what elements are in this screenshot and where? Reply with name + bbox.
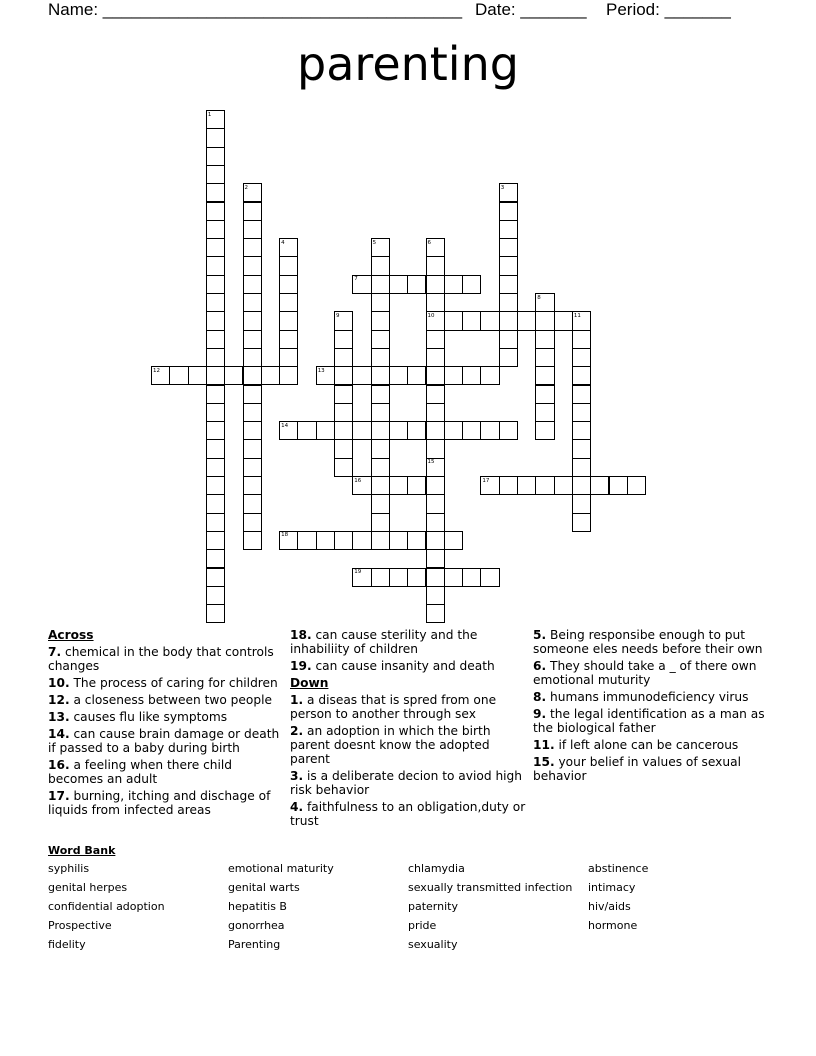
student-info-header: [48, 0, 768, 22]
grid-cell[interactable]: [206, 110, 225, 129]
grid-cell[interactable]: [316, 366, 335, 385]
grid-cell[interactable]: [371, 293, 390, 312]
clue-number-11: 11: [573, 312, 581, 319]
grid-cell[interactable]: [206, 421, 225, 440]
grid-cell[interactable]: [426, 330, 445, 349]
across-heading: Across: [48, 628, 94, 642]
grid-cell[interactable]: [206, 275, 225, 294]
grid-cell[interactable]: [462, 366, 481, 385]
grid-cell[interactable]: [206, 293, 225, 312]
grid-cell[interactable]: [279, 256, 298, 275]
grid-cell[interactable]: [243, 421, 262, 440]
clue-number-15: 15: [427, 459, 435, 466]
grid-cell[interactable]: [499, 202, 518, 221]
grid-cell[interactable]: [243, 385, 262, 404]
down-heading: Down: [290, 676, 329, 690]
grid-cell[interactable]: [499, 220, 518, 239]
grid-cell[interactable]: [499, 275, 518, 294]
grid-cell[interactable]: [279, 311, 298, 330]
grid-cell[interactable]: [517, 311, 536, 330]
grid-cell[interactable]: [206, 403, 225, 422]
clue-down-1: 1. a diseas that is spred from one person to another through sex: [290, 693, 497, 721]
word-bank-item: intimacy: [588, 881, 636, 894]
word-bank-item: emotional maturity: [228, 862, 334, 875]
clue-down-8: 8. humans immunodeficiency virus: [533, 690, 749, 704]
grid-cell[interactable]: [535, 293, 554, 312]
grid-cell[interactable]: [243, 403, 262, 422]
grid-cell[interactable]: [426, 586, 445, 605]
grid-cell[interactable]: [572, 421, 591, 440]
grid-cell[interactable]: [426, 311, 445, 330]
grid-cell[interactable]: [334, 531, 353, 550]
clue-down-15: 15. your belief in values of sexual behavior: [533, 755, 741, 783]
word-bank-item: Prospective: [48, 919, 112, 932]
grid-cell[interactable]: [572, 458, 591, 477]
grid-cell[interactable]: [243, 238, 262, 257]
grid-cell[interactable]: [206, 202, 225, 221]
grid-cell[interactable]: [188, 366, 207, 385]
grid-cell[interactable]: [371, 330, 390, 349]
grid-cell[interactable]: [334, 458, 353, 477]
grid-cell[interactable]: [462, 421, 481, 440]
grid-cell[interactable]: [407, 275, 426, 294]
word-bank-item: abstinence: [588, 862, 649, 875]
clue-number-9: 9: [336, 312, 340, 319]
grid-cell[interactable]: [352, 476, 371, 495]
grid-cell[interactable]: [389, 476, 408, 495]
grid-cell[interactable]: [206, 256, 225, 275]
clue-down-9: 9. the legal identification as a man as the biological father: [533, 707, 765, 735]
clue-across-10: 10. The process of caring for children: [48, 676, 278, 690]
grid-cell[interactable]: [535, 421, 554, 440]
grid-cell[interactable]: [279, 366, 298, 385]
clue-number-10: 10: [427, 312, 435, 319]
clue-down-11: 11. if left alone can be cancerous: [533, 738, 739, 752]
grid-cell[interactable]: [243, 531, 262, 550]
grid-cell[interactable]: [206, 220, 225, 239]
grid-cell[interactable]: [462, 568, 481, 587]
grid-cell[interactable]: [389, 366, 408, 385]
grid-cell[interactable]: [480, 476, 499, 495]
clue-number-3: 3: [500, 184, 505, 191]
grid-cell[interactable]: [206, 531, 225, 550]
grid-cell[interactable]: [407, 568, 426, 587]
grid-cell[interactable]: [206, 348, 225, 367]
grid-cell[interactable]: [572, 494, 591, 513]
period-field[interactable]: Period: _______: [606, 0, 731, 19]
grid-cell[interactable]: [334, 330, 353, 349]
clue-number-14: 14: [281, 422, 289, 429]
grid-cell[interactable]: [334, 385, 353, 404]
grid-cell[interactable]: [316, 531, 335, 550]
grid-cell[interactable]: [426, 476, 445, 495]
grid-cell[interactable]: [206, 549, 225, 568]
grid-cell[interactable]: [572, 311, 591, 330]
grid-cell[interactable]: [243, 366, 262, 385]
grid-cell[interactable]: [389, 531, 408, 550]
grid-cell[interactable]: [371, 311, 390, 330]
word-bank-item: confidential adoption: [48, 900, 165, 913]
grid-cell[interactable]: [279, 348, 298, 367]
grid-cell[interactable]: [371, 366, 390, 385]
word-bank-item: paternity: [408, 900, 458, 913]
grid-cell[interactable]: [499, 238, 518, 257]
grid-cell[interactable]: [499, 330, 518, 349]
word-bank-item: syphilis: [48, 862, 90, 875]
word-bank-item: genital herpes: [48, 881, 128, 894]
grid-cell[interactable]: [206, 366, 225, 385]
grid-cell[interactable]: [426, 366, 445, 385]
grid-cell[interactable]: [261, 366, 280, 385]
clue-number-5: 5: [372, 239, 377, 246]
grid-cell[interactable]: [243, 458, 262, 477]
grid-cell[interactable]: [499, 476, 518, 495]
word-bank-item: Parenting: [228, 938, 281, 951]
grid-cell[interactable]: [480, 421, 499, 440]
word-bank-item: genital warts: [228, 881, 300, 894]
grid-cell[interactable]: [279, 531, 298, 550]
grid-cell[interactable]: [426, 549, 445, 568]
grid-cell[interactable]: [371, 513, 390, 532]
grid-cell[interactable]: [279, 293, 298, 312]
grid-cell[interactable]: [627, 476, 646, 495]
grid-cell[interactable]: [352, 531, 371, 550]
name-field[interactable]: Name: ______________________________________: [48, 0, 463, 19]
clue-down-4: 4. faithfulness to an obligation,duty or trust: [290, 800, 526, 828]
grid-cell[interactable]: [334, 403, 353, 422]
grid-cell[interactable]: [243, 439, 262, 458]
grid-cell[interactable]: [389, 421, 408, 440]
grid-cell[interactable]: [572, 403, 591, 422]
clue-number-4: 4: [281, 239, 285, 246]
grid-cell[interactable]: [371, 275, 390, 294]
grid-cell[interactable]: [243, 494, 262, 513]
grid-cell[interactable]: [334, 439, 353, 458]
grid-cell[interactable]: [426, 275, 445, 294]
clue-down-2: 2. an adoption in which the birth parent doesnt know the adopted parent: [290, 724, 491, 766]
grid-cell[interactable]: [243, 202, 262, 221]
grid-cell[interactable]: [206, 165, 225, 184]
grid-cell[interactable]: [572, 366, 591, 385]
grid-cell[interactable]: [206, 128, 225, 147]
clue-down-3: 3. is a deliberate decion to aviod high risk behavior: [290, 769, 523, 797]
clue-number-17: 17: [482, 477, 490, 484]
grid-cell[interactable]: [371, 421, 390, 440]
grid-cell[interactable]: [243, 476, 262, 495]
grid-cell[interactable]: [279, 238, 298, 257]
puzzle-title: parenting: [297, 37, 519, 91]
grid-cell[interactable]: [572, 348, 591, 367]
grid-cell[interactable]: [426, 531, 445, 550]
clue-number-2: 2: [244, 184, 248, 191]
grid-cell[interactable]: [499, 348, 518, 367]
grid-cell[interactable]: [499, 183, 518, 202]
grid-cell[interactable]: [426, 494, 445, 513]
word-bank-item: sexuality: [408, 938, 458, 951]
grid-cell[interactable]: [206, 183, 225, 202]
clue-number-19: 19: [354, 569, 362, 575]
grid-cell[interactable]: [352, 366, 371, 385]
clue-number-6: 6: [427, 239, 431, 246]
grid-cell[interactable]: [407, 476, 426, 495]
grid-cell[interactable]: [243, 513, 262, 532]
grid-cell[interactable]: [297, 421, 316, 440]
grid-cell[interactable]: [535, 476, 554, 495]
grid-cell[interactable]: [206, 494, 225, 513]
clue-across-13: 13. causes flu like symptoms: [48, 710, 228, 724]
grid-cell[interactable]: [243, 220, 262, 239]
grid-cell[interactable]: [444, 568, 463, 587]
grid-cell[interactable]: [426, 568, 445, 587]
grid-cell[interactable]: [206, 604, 225, 623]
grid-cell[interactable]: [407, 421, 426, 440]
grid-cell[interactable]: [243, 275, 262, 294]
grid-cell[interactable]: [499, 421, 518, 440]
grid-cell[interactable]: [169, 366, 188, 385]
grid-cell[interactable]: [535, 403, 554, 422]
grid-cell[interactable]: [371, 439, 390, 458]
word-bank-item: fidelity: [48, 938, 86, 951]
grid-cell[interactable]: [426, 604, 445, 623]
grid-cell[interactable]: [371, 403, 390, 422]
word-bank-item: pride: [408, 919, 437, 932]
grid-cell[interactable]: [426, 421, 445, 440]
grid-cell[interactable]: [499, 293, 518, 312]
clue-down-6: 6. They should take a _ of there own emotional muturity: [533, 659, 757, 687]
grid-cell[interactable]: [426, 293, 445, 312]
clue-across-19: 19. can cause insanity and death: [290, 659, 495, 673]
grid-cell[interactable]: [334, 421, 353, 440]
grid-cell[interactable]: [572, 330, 591, 349]
clue-number-18: 18: [281, 532, 289, 539]
grid-cell[interactable]: [371, 568, 390, 587]
grid-cell[interactable]: [279, 421, 298, 440]
grid-cell[interactable]: [499, 311, 518, 330]
grid-cell[interactable]: [352, 421, 371, 440]
grid-cell[interactable]: [206, 147, 225, 166]
grid-cell[interactable]: [444, 275, 463, 294]
grid-cell[interactable]: [151, 366, 170, 385]
clues-column-3: [533, 628, 773, 786]
grid-cell[interactable]: [480, 366, 499, 385]
grid-cell[interactable]: [206, 586, 225, 605]
grid-cell[interactable]: [371, 476, 390, 495]
grid-cell[interactable]: [590, 476, 609, 495]
grid-cell[interactable]: [371, 458, 390, 477]
clue-across-16: 16. a feeling when there child becomes an adult: [48, 758, 233, 786]
grid-cell[interactable]: [371, 531, 390, 550]
grid-cell[interactable]: [535, 348, 554, 367]
grid-cell[interactable]: [352, 275, 371, 294]
grid-cell[interactable]: [426, 439, 445, 458]
grid-cell[interactable]: [407, 366, 426, 385]
word-bank-item: chlamydia: [408, 862, 465, 875]
grid-cell[interactable]: [371, 348, 390, 367]
grid-cell[interactable]: [426, 385, 445, 404]
grid-cell[interactable]: [316, 421, 335, 440]
grid-cell[interactable]: [426, 458, 445, 477]
word-bank-item: hepatitis B: [228, 900, 287, 913]
grid-cell[interactable]: [499, 256, 518, 275]
clue-down-5: 5. Being responsibe enough to put someone eles needs before their own: [533, 628, 763, 656]
date-field[interactable]: Date: _______: [475, 0, 587, 19]
grid-cell[interactable]: [206, 330, 225, 349]
clue-number-1: 1: [207, 111, 212, 118]
grid-cell[interactable]: [407, 531, 426, 550]
grid-cell[interactable]: [609, 476, 628, 495]
grid-cell[interactable]: [462, 311, 481, 330]
grid-cell[interactable]: [535, 385, 554, 404]
grid-cell[interactable]: [535, 330, 554, 349]
grid-cell[interactable]: [206, 476, 225, 495]
grid-cell[interactable]: [426, 238, 445, 257]
grid-cell[interactable]: [279, 275, 298, 294]
grid-cell[interactable]: [371, 238, 390, 257]
grid-cell[interactable]: [480, 311, 499, 330]
grid-cell[interactable]: [371, 494, 390, 513]
clues-column-2: [290, 628, 530, 831]
word-bank-item: hiv/aids: [588, 900, 631, 913]
grid-cell[interactable]: [243, 348, 262, 367]
grid-cell[interactable]: [297, 531, 316, 550]
grid-cell[interactable]: [334, 311, 353, 330]
grid-cell[interactable]: [206, 439, 225, 458]
grid-cell[interactable]: [572, 385, 591, 404]
clue-number-8: 8: [537, 294, 541, 301]
grid-cell[interactable]: [243, 311, 262, 330]
clue-across-7: 7. chemical in the body that controls changes: [48, 645, 274, 673]
grid-cell[interactable]: [334, 366, 353, 385]
grid-cell[interactable]: [535, 366, 554, 385]
clue-number-13: 13: [317, 367, 325, 374]
word-bank-item: gonorrhea: [228, 919, 285, 932]
grid-cell[interactable]: [243, 256, 262, 275]
grid-cell[interactable]: [517, 476, 536, 495]
clue-number-12: 12: [153, 367, 160, 374]
grid-cell[interactable]: [206, 458, 225, 477]
grid-cell[interactable]: [462, 275, 481, 294]
grid-cell[interactable]: [480, 568, 499, 587]
word-bank-title: Word Bank: [48, 844, 116, 857]
grid-cell[interactable]: [371, 256, 390, 275]
grid-cell[interactable]: [426, 513, 445, 532]
grid-cell[interactable]: [426, 348, 445, 367]
grid-cell[interactable]: [243, 330, 262, 349]
clues-column-1: [48, 628, 288, 820]
grid-cell[interactable]: [206, 238, 225, 257]
grid-cell[interactable]: [389, 568, 408, 587]
grid-cell[interactable]: [352, 568, 371, 587]
clue-number-7: 7: [354, 276, 358, 283]
clue-across-14: 14. can cause brain damage or death if passed to a baby during birth: [48, 727, 280, 755]
grid-cell[interactable]: [535, 311, 554, 330]
grid-cell[interactable]: [206, 568, 225, 587]
word-bank-item: hormone: [588, 919, 638, 932]
grid-cell[interactable]: [243, 183, 262, 202]
grid-cell[interactable]: [206, 311, 225, 330]
grid-cell[interactable]: [444, 421, 463, 440]
clue-across-18: 18. can cause sterility and the inhabiliity of children: [290, 628, 478, 656]
grid-cell[interactable]: [389, 275, 408, 294]
grid-cell[interactable]: [444, 311, 463, 330]
clue-number-16: 16: [354, 477, 362, 484]
grid-cell[interactable]: [554, 311, 573, 330]
grid-cell[interactable]: [444, 531, 463, 550]
grid-cell[interactable]: [554, 476, 573, 495]
grid-cell[interactable]: [206, 385, 225, 404]
grid-cell[interactable]: [279, 330, 298, 349]
grid-cell[interactable]: [243, 293, 262, 312]
grid-cell[interactable]: [426, 403, 445, 422]
word-bank-item: sexually transmitted infection: [408, 881, 573, 894]
clue-across-12: 12. a closeness between two people: [48, 693, 272, 707]
grid-cell[interactable]: [572, 439, 591, 458]
grid-cell[interactable]: [572, 476, 591, 495]
grid-cell[interactable]: [444, 366, 463, 385]
clue-across-17: 17. burning, itching and dischage of liquids from infected areas: [48, 789, 271, 817]
grid-cell[interactable]: [224, 366, 243, 385]
grid-cell[interactable]: [206, 513, 225, 532]
grid-cell[interactable]: [426, 256, 445, 275]
grid-cell[interactable]: [572, 513, 591, 532]
grid-cell[interactable]: [334, 348, 353, 367]
grid-cell[interactable]: [371, 385, 390, 404]
